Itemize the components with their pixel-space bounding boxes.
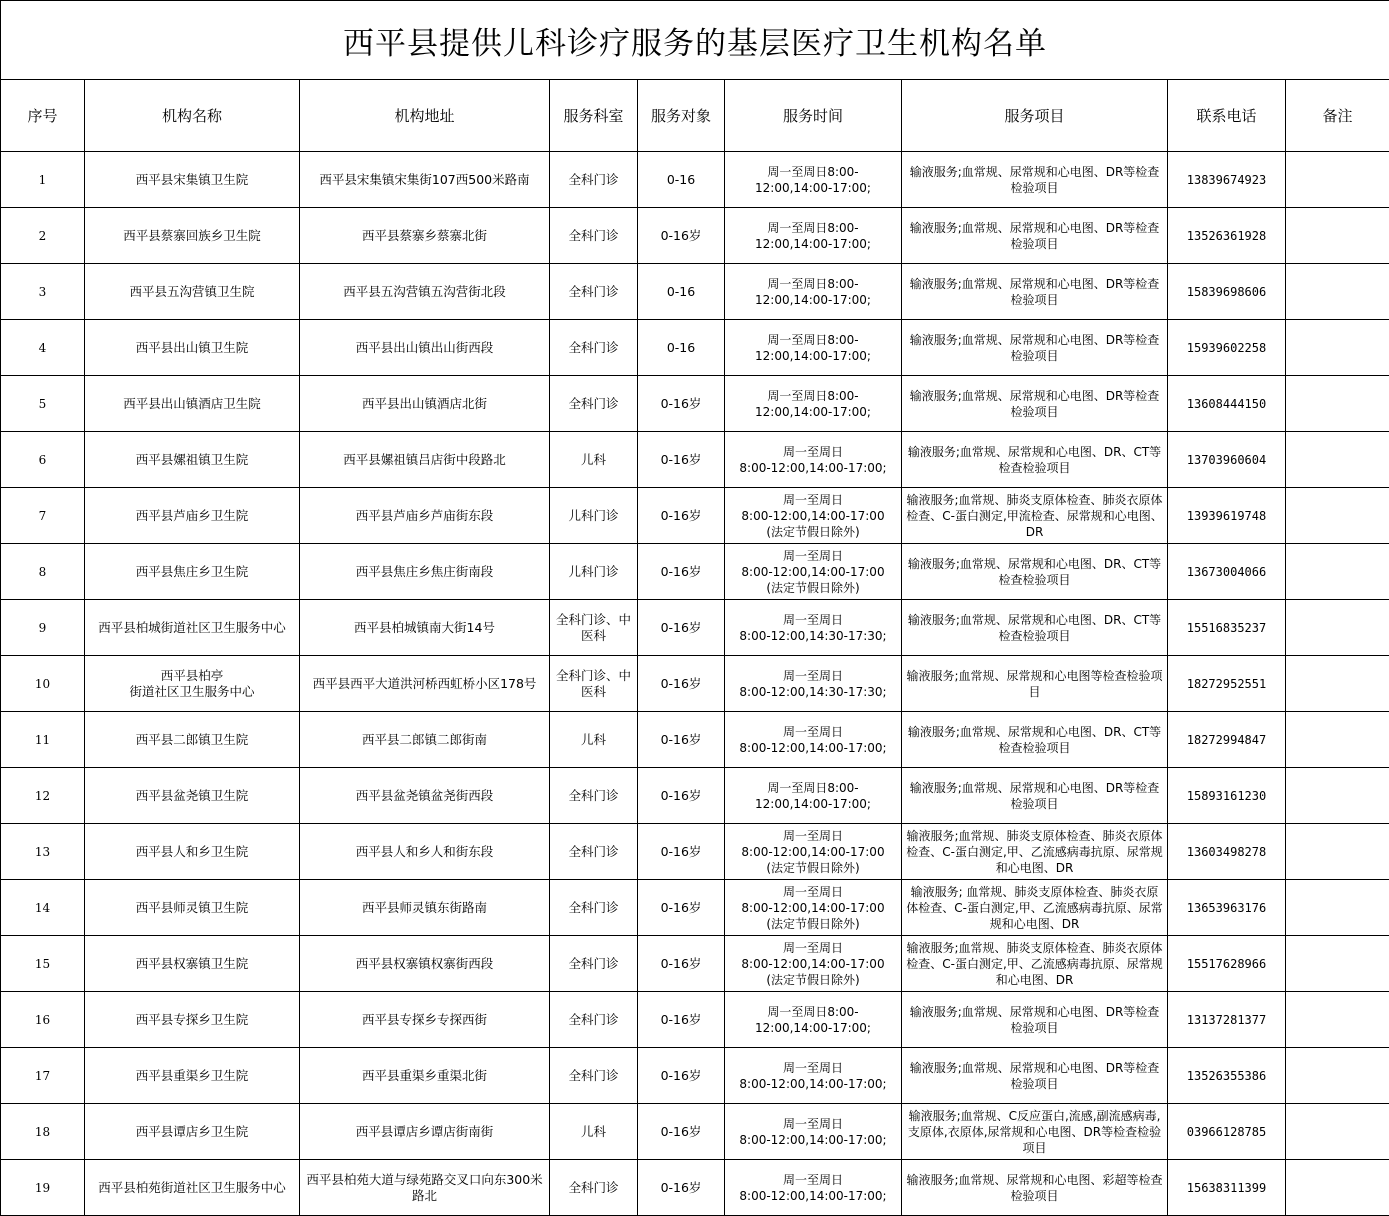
cell-institution-name: 西平县盆尧镇卫生院: [85, 768, 300, 824]
col-header-phone: 联系电话: [1168, 80, 1286, 152]
cell-service-target: 0-16: [638, 320, 725, 376]
cell-service-items: 输液服务;血常规、C反应蛋白,流感,副流感病毒,支原体,衣原体,尿常规和心电图、DR等检查检验项目: [902, 1104, 1168, 1160]
cell-service-target: 0-16岁: [638, 376, 725, 432]
cell-note: [1286, 936, 1389, 992]
cell-seq: 11: [1, 712, 85, 768]
cell-service-items: 输液服务;血常规、尿常规和心电图、DR、CT等检查检验项目: [902, 712, 1168, 768]
cell-service-target: 0-16岁: [638, 824, 725, 880]
cell-service-target: 0-16岁: [638, 992, 725, 1048]
cell-service-hours: 周一至周日 8:00-12:00,14:00-17:00;: [725, 432, 902, 488]
cell-address: 西平县蔡寨乡蔡寨北街: [300, 208, 550, 264]
table-row: [1, 208, 1389, 264]
cell-department: 全科门诊: [550, 1048, 638, 1104]
cell-service-items: 输液服务;血常规、肺炎支原体检查、肺炎衣原体检查、C-蛋白测定,甲流检查、尿常规和心电图、DR: [902, 488, 1168, 544]
table-row: [1, 1104, 1389, 1160]
cell-service-target: 0-16岁: [638, 600, 725, 656]
cell-phone: 15839698606: [1168, 264, 1286, 320]
col-header-seq: 序号: [1, 80, 85, 152]
cell-address: 西平县芦庙乡芦庙街东段: [300, 488, 550, 544]
cell-service-items: 输液服务;血常规、尿常规和心电图、DR、CT等检查检验项目: [902, 432, 1168, 488]
cell-service-target: 0-16岁: [638, 488, 725, 544]
cell-address: 西平县二郎镇二郎街南: [300, 712, 550, 768]
cell-service-hours: 周一至周日8:00- 12:00,14:00-17:00;: [725, 320, 902, 376]
cell-service-items: 输液服务;血常规、肺炎支原体检查、肺炎衣原体检查、C-蛋白测定,甲、乙流感病毒抗原、尿常规和心电图、DR: [902, 824, 1168, 880]
cell-institution-name: 西平县出山镇卫生院: [85, 320, 300, 376]
cell-note: [1286, 376, 1389, 432]
cell-phone: 13703960604: [1168, 432, 1286, 488]
cell-seq: 6: [1, 432, 85, 488]
cell-service-target: 0-16岁: [638, 1048, 725, 1104]
cell-institution-name: 西平县柏苑街道社区卫生服务中心: [85, 1160, 300, 1216]
cell-note: [1286, 208, 1389, 264]
cell-service-hours: 周一至周日8:00- 12:00,14:00-17:00;: [725, 264, 902, 320]
cell-note: [1286, 1048, 1389, 1104]
cell-seq: 4: [1, 320, 85, 376]
cell-department: 全科门诊: [550, 992, 638, 1048]
cell-service-target: 0-16岁: [638, 768, 725, 824]
cell-service-items: 输液服务;血常规、尿常规和心电图、DR等检查检验项目: [902, 152, 1168, 208]
col-header-services: 服务项目: [902, 80, 1168, 152]
table-row: [1, 544, 1389, 600]
cell-address: 西平县宋集镇宋集街107西500米路南: [300, 152, 550, 208]
cell-phone: 15516835237: [1168, 600, 1286, 656]
cell-phone: 13839674923: [1168, 152, 1286, 208]
cell-service-hours: 周一至周日8:00- 12:00,14:00-17:00;: [725, 152, 902, 208]
cell-institution-name: 西平县谭店乡卫生院: [85, 1104, 300, 1160]
cell-service-items: 输液服务;血常规、尿常规和心电图、DR等检查检验项目: [902, 992, 1168, 1048]
cell-service-items: 输液服务;血常规、尿常规和心电图、DR等检查检验项目: [902, 376, 1168, 432]
cell-phone: 18272994847: [1168, 712, 1286, 768]
cell-service-target: 0-16岁: [638, 880, 725, 936]
cell-address: 西平县柏苑大道与绿苑路交叉口向东300米路北: [300, 1160, 550, 1216]
cell-seq: 8: [1, 544, 85, 600]
cell-phone: 13939619748: [1168, 488, 1286, 544]
cell-service-hours: 周一至周日8:00- 12:00,14:00-17:00;: [725, 208, 902, 264]
header-row: [1, 80, 1389, 152]
cell-phone: 15638311399: [1168, 1160, 1286, 1216]
cell-note: [1286, 152, 1389, 208]
cell-seq: 18: [1, 1104, 85, 1160]
cell-service-items: 输液服务; 血常规、肺炎支原体检查、肺炎衣原体检查、C-蛋白测定,甲、乙流感病毒抗原、尿常规和心电图、DR: [902, 880, 1168, 936]
cell-seq: 7: [1, 488, 85, 544]
cell-service-items: 输液服务;血常规、尿常规和心电图、DR、CT等检查检验项目: [902, 544, 1168, 600]
cell-phone: 15517628966: [1168, 936, 1286, 992]
cell-service-hours: 周一至周日 8:00-12:00,14:00-17:00 (法定节假日除外): [725, 936, 902, 992]
cell-seq: 10: [1, 656, 85, 712]
cell-note: [1286, 320, 1389, 376]
cell-phone: 13526361928: [1168, 208, 1286, 264]
cell-institution-name: 西平县蔡寨回族乡卫生院: [85, 208, 300, 264]
cell-phone: 13673004066: [1168, 544, 1286, 600]
cell-seq: 19: [1, 1160, 85, 1216]
cell-note: [1286, 264, 1389, 320]
cell-note: [1286, 488, 1389, 544]
table-row: [1, 600, 1389, 656]
cell-service-target: 0-16: [638, 152, 725, 208]
cell-institution-name: 西平县人和乡卫生院: [85, 824, 300, 880]
cell-seq: 3: [1, 264, 85, 320]
cell-phone: 13137281377: [1168, 992, 1286, 1048]
col-header-name: 机构名称: [85, 80, 300, 152]
cell-phone: 03966128785: [1168, 1104, 1286, 1160]
cell-institution-name: 西平县焦庄乡卫生院: [85, 544, 300, 600]
cell-phone: 15939602258: [1168, 320, 1286, 376]
cell-department: 全科门诊: [550, 376, 638, 432]
cell-seq: 9: [1, 600, 85, 656]
cell-service-items: 输液服务;血常规、尿常规和心电图、DR等检查检验项目: [902, 264, 1168, 320]
cell-seq: 17: [1, 1048, 85, 1104]
table-row: [1, 656, 1389, 712]
cell-department: 全科门诊: [550, 152, 638, 208]
cell-service-items: 输液服务;血常规、尿常规和心电图、DR、CT等检查检验项目: [902, 600, 1168, 656]
cell-institution-name: 西平县芦庙乡卫生院: [85, 488, 300, 544]
cell-service-target: 0-16岁: [638, 656, 725, 712]
table-row: [1, 264, 1389, 320]
cell-service-items: 输液服务;血常规、尿常规和心电图、DR等检查检验项目: [902, 208, 1168, 264]
cell-phone: 18272952551: [1168, 656, 1286, 712]
col-header-target: 服务对象: [638, 80, 725, 152]
cell-address: 西平县嫘祖镇吕店街中段路北: [300, 432, 550, 488]
cell-address: 西平县五沟营镇五沟营街北段: [300, 264, 550, 320]
cell-address: 西平县盆尧镇盆尧街西段: [300, 768, 550, 824]
cell-service-hours: 周一至周日 8:00-12:00,14:00-17:00 (法定节假日除外): [725, 544, 902, 600]
cell-address: 西平县柏城镇南大街14号: [300, 600, 550, 656]
cell-department: 儿科门诊: [550, 488, 638, 544]
cell-note: [1286, 432, 1389, 488]
cell-service-target: 0-16岁: [638, 544, 725, 600]
cell-institution-name: 西平县柏亭 街道社区卫生服务中心: [85, 656, 300, 712]
cell-note: [1286, 656, 1389, 712]
cell-note: [1286, 824, 1389, 880]
cell-service-target: 0-16岁: [638, 1104, 725, 1160]
cell-service-hours: 周一至周日 8:00-12:00,14:00-17:00;: [725, 1160, 902, 1216]
cell-phone: 13526355386: [1168, 1048, 1286, 1104]
cell-institution-name: 西平县专探乡卫生院: [85, 992, 300, 1048]
page-title: 西平县提供儿科诊疗服务的基层医疗卫生机构名单: [1, 1, 1389, 80]
cell-note: [1286, 992, 1389, 1048]
cell-department: 全科门诊: [550, 208, 638, 264]
cell-phone: 13608444150: [1168, 376, 1286, 432]
cell-department: 全科门诊: [550, 936, 638, 992]
cell-service-hours: 周一至周日8:00- 12:00,14:00-17:00;: [725, 992, 902, 1048]
cell-service-items: 输液服务;血常规、尿常规和心电图、彩超等检查检验项目: [902, 1160, 1168, 1216]
table-row: [1, 768, 1389, 824]
cell-seq: 12: [1, 768, 85, 824]
cell-service-items: 输液服务;血常规、尿常规和心电图、DR等检查检验项目: [902, 1048, 1168, 1104]
table-row: [1, 152, 1389, 208]
cell-address: 西平县出山镇酒店北街: [300, 376, 550, 432]
cell-address: 西平县焦庄乡焦庄街南段: [300, 544, 550, 600]
cell-department: 儿科: [550, 1104, 638, 1160]
cell-seq: 15: [1, 936, 85, 992]
cell-address: 西平县重渠乡重渠北街: [300, 1048, 550, 1104]
cell-department: 全科门诊: [550, 880, 638, 936]
cell-department: 全科门诊: [550, 320, 638, 376]
col-header-address: 机构地址: [300, 80, 550, 152]
cell-seq: 2: [1, 208, 85, 264]
cell-service-hours: 周一至周日 8:00-12:00,14:00-17:00 (法定节假日除外): [725, 880, 902, 936]
cell-service-target: 0-16岁: [638, 1160, 725, 1216]
cell-institution-name: 西平县重渠乡卫生院: [85, 1048, 300, 1104]
table-row: [1, 432, 1389, 488]
cell-institution-name: 西平县权寨镇卫生院: [85, 936, 300, 992]
cell-service-hours: 周一至周日8:00- 12:00,14:00-17:00;: [725, 768, 902, 824]
cell-service-hours: 周一至周日 8:00-12:00,14:30-17:30;: [725, 656, 902, 712]
table-row: [1, 320, 1389, 376]
table-row: [1, 936, 1389, 992]
cell-address: 西平县出山镇出山街西段: [300, 320, 550, 376]
cell-institution-name: 西平县二郎镇卫生院: [85, 712, 300, 768]
cell-phone: 15893161230: [1168, 768, 1286, 824]
cell-institution-name: 西平县柏城街道社区卫生服务中心: [85, 600, 300, 656]
table-row: [1, 376, 1389, 432]
cell-note: [1286, 712, 1389, 768]
cell-phone: 13653963176: [1168, 880, 1286, 936]
table-row: [1, 712, 1389, 768]
cell-department: 全科门诊: [550, 768, 638, 824]
cell-note: [1286, 544, 1389, 600]
cell-institution-name: 西平县五沟营镇卫生院: [85, 264, 300, 320]
cell-service-items: 输液服务;血常规、肺炎支原体检查、肺炎衣原体检查、C-蛋白测定,甲、乙流感病毒抗原、尿常规和心电图、DR: [902, 936, 1168, 992]
cell-note: [1286, 768, 1389, 824]
cell-department: 全科门诊: [550, 1160, 638, 1216]
cell-service-hours: 周一至周日 8:00-12:00,14:00-17:00;: [725, 1104, 902, 1160]
table-row: [1, 992, 1389, 1048]
col-header-dept: 服务科室: [550, 80, 638, 152]
cell-service-hours: 周一至周日 8:00-12:00,14:00-17:00 (法定节假日除外): [725, 488, 902, 544]
cell-institution-name: 西平县嫘祖镇卫生院: [85, 432, 300, 488]
cell-address: 西平县西平大道洪河桥西虹桥小区178号: [300, 656, 550, 712]
table-body: [1, 152, 1389, 1216]
cell-note: [1286, 600, 1389, 656]
cell-department: 全科门诊: [550, 264, 638, 320]
cell-address: 西平县师灵镇东街路南: [300, 880, 550, 936]
cell-institution-name: 西平县宋集镇卫生院: [85, 152, 300, 208]
cell-seq: 14: [1, 880, 85, 936]
cell-service-target: 0-16岁: [638, 712, 725, 768]
cell-seq: 5: [1, 376, 85, 432]
table-row: [1, 488, 1389, 544]
cell-service-items: 输液服务;血常规、尿常规和心电图、DR等检查检验项目: [902, 768, 1168, 824]
cell-service-hours: 周一至周日 8:00-12:00,14:00-17:00;: [725, 1048, 902, 1104]
cell-service-target: 0-16岁: [638, 432, 725, 488]
cell-department: 儿科: [550, 712, 638, 768]
cell-institution-name: 西平县师灵镇卫生院: [85, 880, 300, 936]
cell-service-hours: 周一至周日 8:00-12:00,14:00-17:00;: [725, 712, 902, 768]
cell-service-items: 输液服务;血常规、尿常规和心电图、DR等检查检验项目: [902, 320, 1168, 376]
table-row: [1, 1160, 1389, 1216]
cell-department: 儿科门诊: [550, 544, 638, 600]
cell-seq: 16: [1, 992, 85, 1048]
cell-department: 儿科: [550, 432, 638, 488]
table-row: [1, 880, 1389, 936]
cell-service-target: 0-16岁: [638, 208, 725, 264]
cell-department: 全科门诊: [550, 824, 638, 880]
cell-phone: 13603498278: [1168, 824, 1286, 880]
cell-service-target: 0-16: [638, 264, 725, 320]
cell-seq: 1: [1, 152, 85, 208]
cell-service-target: 0-16岁: [638, 936, 725, 992]
cell-service-hours: 周一至周日 8:00-12:00,14:30-17:30;: [725, 600, 902, 656]
table-row: [1, 1048, 1389, 1104]
col-header-hours: 服务时间: [725, 80, 902, 152]
table-row: [1, 824, 1389, 880]
cell-service-items: 输液服务;血常规、尿常规和心电图等检查检验项目: [902, 656, 1168, 712]
cell-note: [1286, 1104, 1389, 1160]
cell-service-hours: 周一至周日8:00- 12:00,14:00-17:00;: [725, 376, 902, 432]
cell-address: 西平县权寨镇权寨街西段: [300, 936, 550, 992]
cell-department: 全科门诊、中医科: [550, 600, 638, 656]
cell-note: [1286, 880, 1389, 936]
cell-note: [1286, 1160, 1389, 1216]
cell-institution-name: 西平县出山镇酒店卫生院: [85, 376, 300, 432]
cell-department: 全科门诊、中医科: [550, 656, 638, 712]
cell-address: 西平县专探乡专探西街: [300, 992, 550, 1048]
cell-service-hours: 周一至周日 8:00-12:00,14:00-17:00 (法定节假日除外): [725, 824, 902, 880]
cell-seq: 13: [1, 824, 85, 880]
cell-address: 西平县谭店乡谭店街南街: [300, 1104, 550, 1160]
col-header-note: 备注: [1286, 80, 1389, 152]
cell-address: 西平县人和乡人和街东段: [300, 824, 550, 880]
